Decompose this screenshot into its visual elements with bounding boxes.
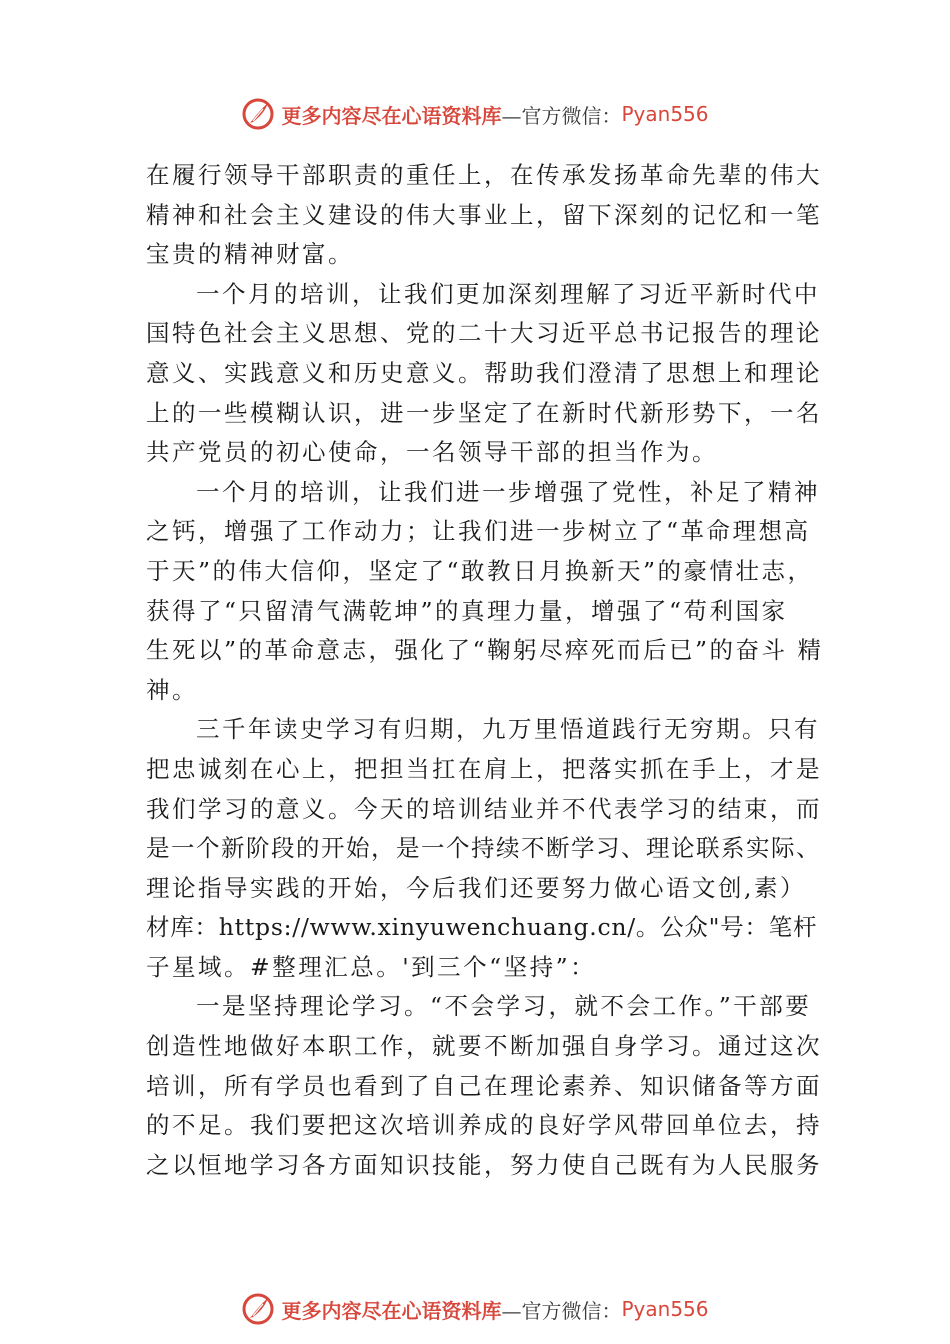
text-line: 材库：https://www.xinyuwenchuang.cn/。公众"号：笔杆 — [146, 913, 818, 942]
text-line: 国特色社会主义思想、党的二十大习近平总书记报告的理论 — [146, 319, 822, 348]
text-line: 之以恒地学习各方面知识技能，努力使自己既有为人民服务 — [146, 1150, 822, 1179]
text-line: 子星域。#整理汇总。'到三个“坚持”： — [146, 952, 597, 981]
text-line: 一是坚持理论学习。“不会学习，就不会工作。”干部要 — [196, 992, 812, 1021]
text-line: 创造性地做好本职工作，就要不断加强自身学习。通过这次 — [146, 1032, 822, 1061]
text-line: 精神和社会主义建设的伟大事业上，留下深刻的记忆和一笔 — [146, 200, 822, 229]
text-line: 意义、实践意义和历史意义。帮助我们澄清了思想上和理论 — [146, 358, 822, 387]
text-line: 我们学习的意义。今天的培训结业并不代表学习的结束，而 — [146, 794, 822, 823]
text-line: 一个月的培训，让我们更加深刻理解了习近平新时代中 — [196, 279, 820, 308]
banner-brand-text: 更多内容尽在心语资料库 — [281, 103, 502, 128]
banner-wechat-handle: Pyan556 — [621, 102, 709, 126]
text-line: 获得了“只留清气满乾坤”的真理力量，增强了“苟利国家 — [146, 596, 788, 625]
feather-pen-circle-icon — [241, 1292, 275, 1326]
text-line: 理论指导实践的开始，今后我们还要努力做心语文创,素） — [146, 873, 806, 902]
text-line: 三千年读史学习有归期，九万里悟道践行无穷期。只有 — [196, 715, 820, 744]
text-line: 神。 — [146, 675, 198, 704]
footer-banner — [0, 1287, 950, 1331]
text-line: 是一个新阶段的开始，是一个持续不断学习、理论联系实际、 — [146, 834, 821, 863]
text-line: 培训，所有学员也看到了自己在理论素养、知识储备等方面 — [146, 1071, 822, 1100]
banner-separator-text: —官方微信： — [501, 1298, 622, 1323]
banner-wechat-handle: Pyan556 — [621, 1297, 709, 1321]
text-line: 生死以”的革命意志，强化了“鞠躬尽瘁死而后已”的奋斗 精 — [146, 636, 824, 665]
header-banner — [0, 92, 950, 136]
text-line: 把忠诚刻在心上，把担当扛在肩上，把落实抓在手上，才是 — [146, 754, 822, 783]
text-line: 上的一些模糊认识，进一步坚定了在新时代新形势下，一名 — [146, 398, 822, 427]
text-line: 宝贵的精神财富。 — [146, 240, 354, 269]
banner-brand-text: 更多内容尽在心语资料库 — [281, 1298, 502, 1323]
document-body — [146, 156, 826, 1185]
text-line: 于天”的伟大信仰，坚定了“敢教日月换新天”的豪情壮志， — [146, 556, 814, 585]
text-line: 之钙，增强了工作动力；让我们进一步树立了“革命理想高 — [146, 517, 811, 546]
banner-separator-text: —官方微信： — [501, 103, 622, 128]
text-line: 在履行领导干部职责的重任上，在传承发扬革命先辈的伟大 — [146, 161, 822, 189]
feather-pen-circle-icon — [241, 97, 275, 131]
text-line: 共产党员的初心使命，一名领导干部的担当作为。 — [146, 438, 718, 467]
text-line: 的不足。我们要把这次培训养成的良好学风带回单位去，持 — [146, 1111, 822, 1140]
text-line: 一个月的培训，让我们进一步增强了党性，补足了精神 — [196, 477, 820, 506]
